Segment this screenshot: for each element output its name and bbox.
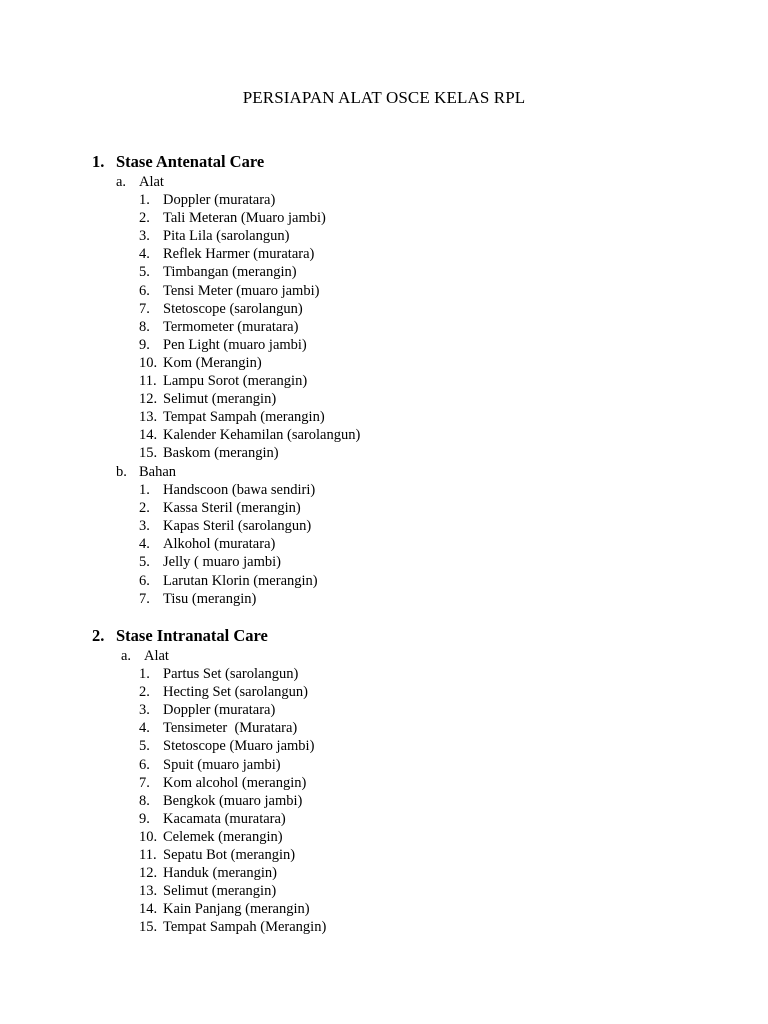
section-title: Stase Antenatal Care	[116, 152, 265, 171]
list-item-number: 13.	[139, 409, 158, 426]
list-item-text: Kain Panjang (merangin)	[163, 901, 310, 918]
subsection-label: Alat	[139, 174, 164, 190]
subsection-letter: b.	[116, 464, 127, 480]
list-item-text: Doppler (muratara)	[163, 192, 276, 208]
list-item-text: Kapas Steril (sarolangun)	[163, 518, 312, 535]
list-item-text: Stetoscope (sarolangun)	[163, 300, 303, 317]
list-item-text: Tensimeter (Muratara)	[163, 720, 298, 737]
list-item-number: 4.	[139, 246, 150, 263]
list-item-text: Stetoscope (Muaro jambi)	[163, 738, 315, 755]
list-item-number: 11.	[139, 373, 157, 389]
list-item-number: 6.	[139, 756, 150, 773]
list-item-text: Baskom (merangin)	[163, 445, 279, 462]
list-item-number: 2.	[139, 500, 150, 517]
list-item-number: 3.	[139, 518, 150, 535]
section-number: 1.	[92, 152, 105, 171]
list-item-number: 5.	[139, 264, 150, 281]
list-item-number: 4.	[139, 720, 150, 737]
list-item-number: 4.	[139, 536, 150, 553]
list-item-text: Kassa Steril (merangin)	[163, 500, 301, 517]
subsection-label: Bahan	[139, 464, 177, 480]
subsection-letter: a.	[116, 174, 127, 190]
list-item-text: Tisu (merangin)	[163, 590, 257, 607]
list-item-number: 8.	[139, 792, 150, 809]
list-item-text: Doppler (muratara)	[163, 702, 276, 719]
list-item-number: 15.	[139, 919, 158, 936]
list-item-text: Bengkok (muaro jambi)	[163, 792, 303, 809]
list-item-number: 6.	[139, 282, 150, 299]
list-item-text: Kom alcohol (merangin)	[163, 774, 307, 791]
list-item-number: 2.	[139, 684, 150, 701]
list-item-number: 13.	[139, 883, 158, 900]
list-item-text: Handuk (merangin)	[163, 865, 277, 882]
section-number: 2.	[92, 626, 105, 645]
document-title: PERSIAPAN ALAT OSCE KELAS RPL	[242, 88, 526, 107]
list-item-number: 1.	[139, 482, 150, 498]
list-item-text: Larutan Klorin (merangin)	[163, 572, 318, 589]
list-item-number: 8.	[139, 318, 150, 335]
list-item-number: 1.	[139, 192, 150, 208]
list-item-text: Tempat Sampah (merangin)	[163, 409, 325, 426]
list-item-number: 3.	[139, 228, 150, 245]
list-item-number: 3.	[139, 702, 150, 719]
list-item-number: 6.	[139, 572, 150, 589]
list-item-text: Kom (Merangin)	[163, 354, 262, 371]
list-item-text: Jelly ( muaro jambi)	[163, 554, 281, 571]
list-item-text: Spuit (muaro jambi)	[163, 756, 281, 773]
list-item-text: Timbangan (merangin)	[163, 264, 297, 281]
list-item-text: Tempat Sampah (Merangin)	[163, 919, 327, 936]
list-item-number: 9.	[139, 336, 150, 353]
list-item-text: Handscoon (bawa sendiri)	[163, 482, 316, 498]
list-item-number: 2.	[139, 210, 150, 227]
list-item-number: 14.	[139, 901, 158, 918]
list-item-text: Termometer (muratara)	[163, 318, 299, 335]
list-item-number: 5.	[139, 554, 150, 571]
list-item-text: Celemek (merangin)	[163, 828, 283, 845]
list-item-number: 5.	[139, 738, 150, 755]
list-item-text: Pen Light (muaro jambi)	[163, 336, 307, 353]
section-title: Stase Intranatal Care	[116, 626, 268, 645]
list-item-number: 14.	[139, 427, 158, 444]
list-item-text: Tali Meteran (Muaro jambi)	[163, 210, 326, 227]
list-item-text: Tensi Meter (muaro jambi)	[163, 282, 320, 299]
list-item-number: 10.	[139, 354, 158, 371]
list-item-text: Hecting Set (sarolangun)	[163, 684, 308, 701]
subsection-letter: a.	[121, 648, 132, 664]
list-item-number: 7.	[139, 590, 150, 607]
list-item-text: Partus Set (sarolangun)	[163, 666, 299, 682]
list-item-number: 12.	[139, 391, 158, 408]
list-item-text: Alkohol (muratara)	[163, 536, 276, 553]
subsection-label: Alat	[144, 648, 169, 664]
list-item-text: Reflek Harmer (muratara)	[163, 246, 315, 263]
list-item-number: 12.	[139, 865, 158, 882]
list-item-text: Selimut (merangin)	[163, 391, 277, 408]
list-item-number: 9.	[139, 810, 150, 827]
list-item-text: Selimut (merangin)	[163, 883, 277, 900]
list-item-text: Pita Lila (sarolangun)	[163, 228, 290, 245]
list-item-number: 11.	[139, 847, 157, 863]
list-item-text: Kacamata (muratara)	[163, 810, 286, 827]
list-item-number: 10.	[139, 828, 158, 845]
list-item-number: 1.	[139, 666, 150, 682]
list-item-text: Kalender Kehamilan (sarolangun)	[163, 427, 361, 444]
list-item-number: 7.	[139, 774, 150, 791]
list-item-text: Lampu Sorot (merangin)	[163, 373, 308, 389]
list-item-number: 15.	[139, 445, 158, 462]
list-item-number: 7.	[139, 300, 150, 317]
list-item-text: Sepatu Bot (merangin)	[163, 847, 296, 863]
